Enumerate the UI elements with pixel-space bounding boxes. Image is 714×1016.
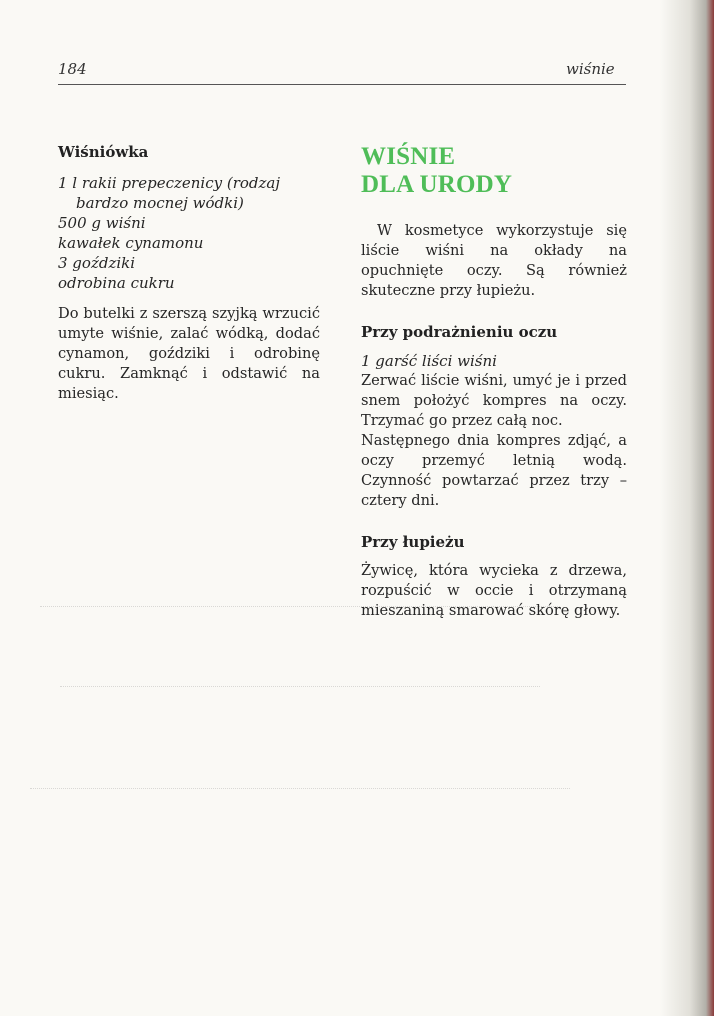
recipe-title: Wiśniówka — [58, 143, 149, 161]
recipe-instructions: Do butelki z szerszą szyjką wrzucić umyte wiśnie, zalać wódką, dodać cynamon, goździki i odrobinę cukru. Zamknąć i odstawić na miesiąc. — [58, 305, 320, 402]
ingredient-item: 1 garść liści wiśni — [361, 352, 497, 370]
ingredient-list — [58, 173, 320, 293]
ingredient-item: 500 g wiśni — [58, 214, 146, 232]
ingredient-item: 1 l rakii prepeczenicy (rodzaj bardzo mocnej wódki) — [58, 174, 281, 212]
subsection-title: Przy podrażnieniu oczu — [361, 323, 558, 341]
section-heading-line: DLA URODY — [361, 171, 513, 198]
bleed-through-line — [30, 788, 570, 789]
subsection-title: Przy łupieżu — [361, 533, 465, 551]
instruction-paragraph: Żywicę, która wycieka z drzewa, rozpuścić w occie i otrzymaną mieszaniną smarować skórę głowy. — [361, 562, 627, 619]
page-number: 184 — [58, 60, 87, 78]
intro-paragraph: W kosmetyce wykorzystuje się liście wiśni na okłady na opuchnięte oczy. Są również skuteczne przy łupieżu. — [361, 222, 627, 299]
page-gutter-shadow — [660, 0, 714, 1016]
section-heading-line: WIŚNIE — [361, 143, 456, 170]
ingredient-item: kawałek cynamonu — [58, 234, 204, 252]
instruction-paragraph: Następnego dnia kompres zdjąć, a oczy przemyć letnią wodą. Czynność powtarzać przez trzy – cztery dni. — [361, 432, 627, 509]
header-rule — [58, 84, 626, 85]
running-header-title: wiśnie — [566, 60, 615, 78]
left-column — [58, 143, 320, 404]
instruction-paragraph: Zerwać liście wiśni, umyć je i przed snem położyć kompres na oczy. Trzymać go przez całą noc. — [361, 372, 627, 429]
ingredient-item: odrobina cukru — [58, 274, 175, 292]
section-heading — [361, 143, 627, 199]
right-column — [361, 143, 627, 621]
bleed-through-line — [60, 686, 540, 687]
ingredient-item: 3 goździki — [58, 254, 136, 272]
